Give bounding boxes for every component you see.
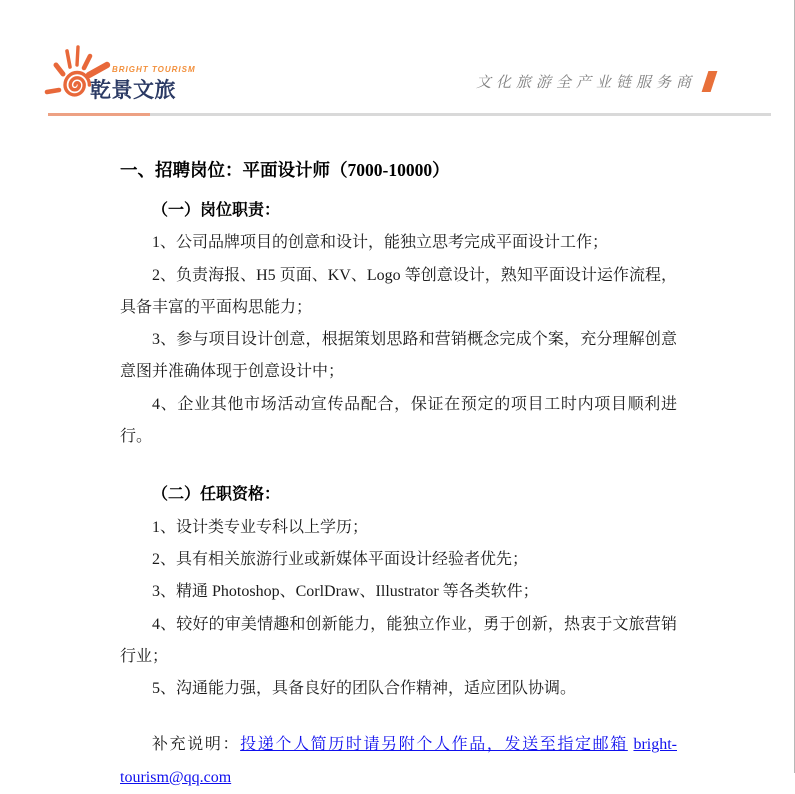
- document-content: [120, 117, 677, 794]
- qualification-item: 5、沟通能力强，具备良好的团队合作精神，适应团队协调。: [152, 680, 577, 698]
- tagline-text: 文化旅游全产业链服务商: [475, 75, 696, 91]
- supplement-note: [120, 729, 677, 794]
- duty-item: 3、参与项目设计创意，根据策划思路和营销概念完成个案，充分理解创意意图并准确体现于创意设计中；: [120, 331, 677, 381]
- tagline-accent-mark: [702, 71, 718, 92]
- section-heading-duties: （一）岗位职责：: [152, 202, 281, 219]
- duty-item: 4、企业其他市场活动宣传品配合，保证在预定的项目工时内项目顺利进行。: [120, 395, 677, 446]
- page-header: [0, 0, 794, 114]
- email-link[interactable]: bright-tourism@qq.com: [120, 736, 677, 786]
- section-heading-qualifications: （二）任职资格：: [152, 486, 281, 504]
- header-divider-accent: [48, 113, 150, 116]
- header-divider: [48, 113, 771, 116]
- company-tagline: [476, 71, 714, 92]
- logo-brand-name-en: BRIGHT TOURISM: [112, 65, 196, 74]
- portfolio-instruction-link[interactable]: 投递个人简历时请另附个人作品，发送至指定邮箱: [240, 736, 628, 754]
- qualification-item: 1、设计类专业专科以上学历；: [152, 518, 369, 536]
- company-logo: [44, 44, 204, 106]
- qualification-item: 2、具有相关旅游行业或新媒体平面设计经验者优先；: [152, 550, 529, 568]
- duty-item: 2、负责海报、H5 页面、KV、Logo 等创意设计，熟知平面设计运作流程，具备丰富的平面构思能力；: [120, 266, 677, 316]
- qualification-item: 4、较好的审美情趣和创新能力，能独立作业，勇于创新，热衷于文旅营销行业；: [120, 615, 677, 665]
- qualification-item: 3、精通 Photoshop、CorlDraw、Illustrator 等各类软件；: [152, 583, 539, 601]
- duty-item: 1、公司品牌项目的创意和设计，能独立思考完成平面设计工作；: [152, 234, 609, 252]
- supplement-label: 补充说明：: [152, 736, 241, 754]
- logo-brand-name-cn: 乾景文旅: [90, 78, 176, 102]
- job-title-heading: 一、招聘岗位：平面设计师（7000-10000）: [120, 160, 450, 180]
